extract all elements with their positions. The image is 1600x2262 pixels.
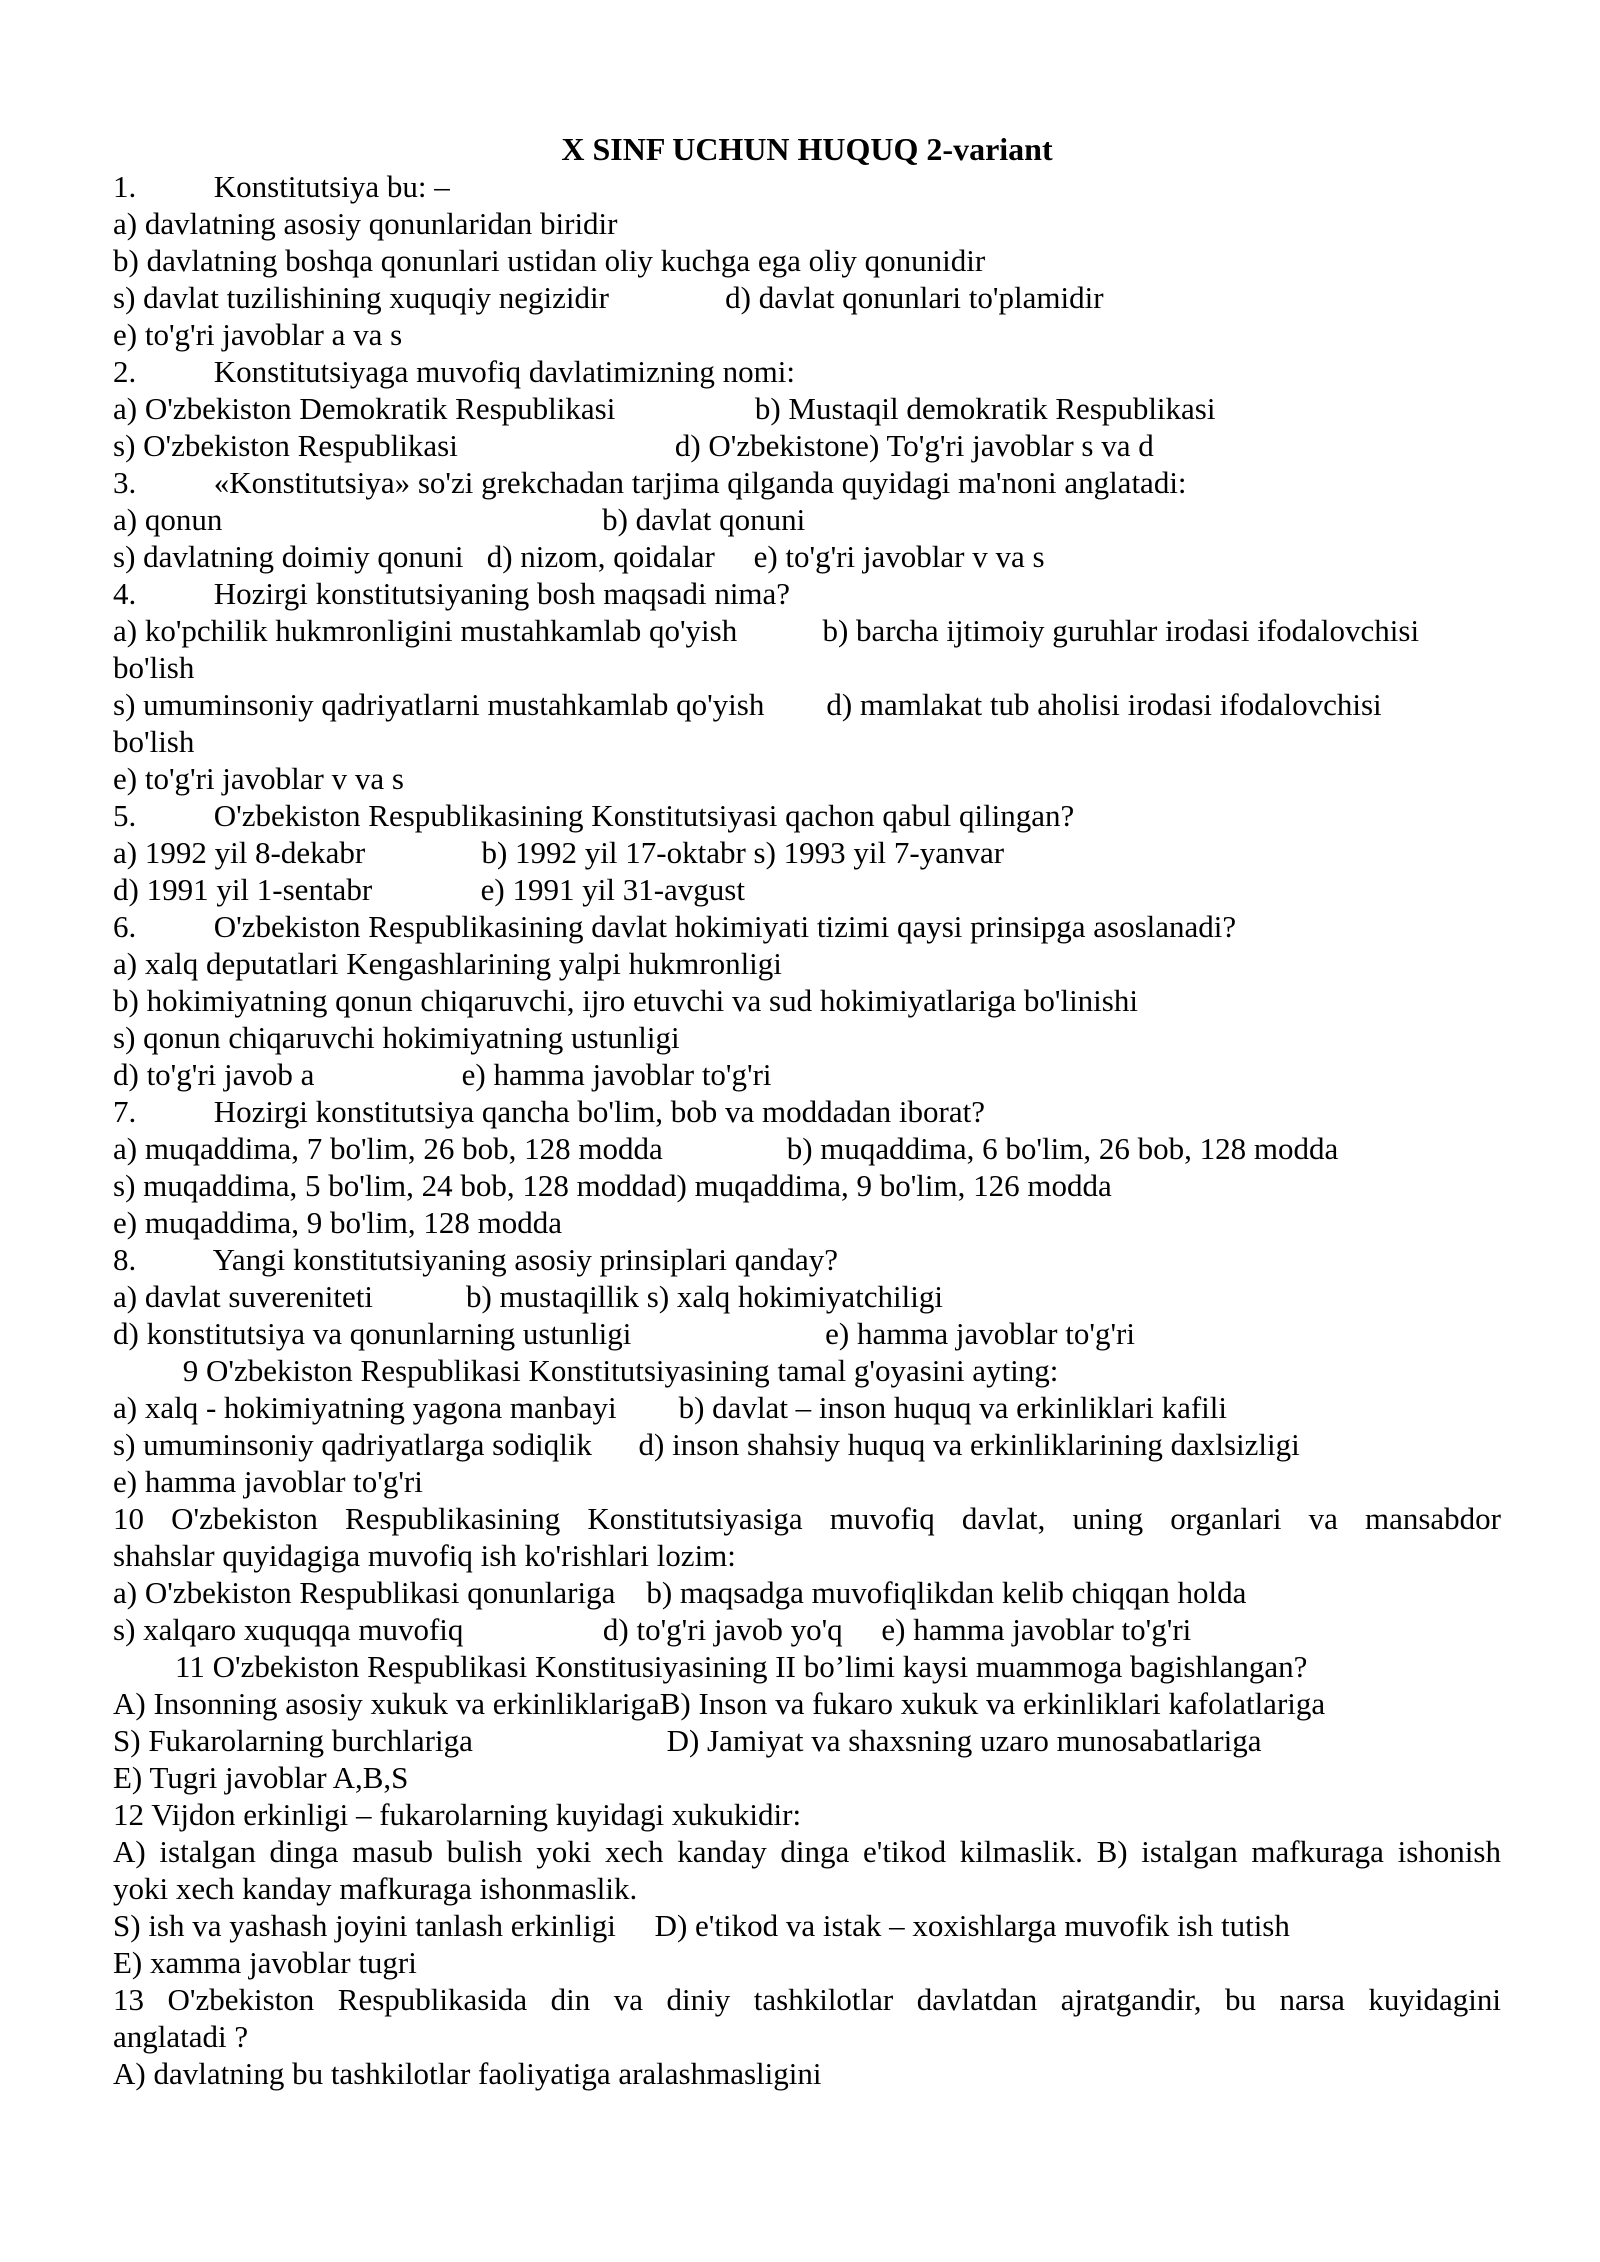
document-line: a) xalq - hokimiyatning yagona manbayi b) davlat – inson huquq va erkinliklari kafili (113, 1390, 1228, 1425)
document-line: S) ish va yashash joyini tanlash erkinligi D) e'tikod va istak – xoxishlarga muvofik ish tutish (113, 1908, 1290, 1943)
document-line: b) hokimiyatning qonun chiqaruvchi, ijro etuvchi va sud hokimiyatlariga bo'linishi (113, 983, 1138, 1018)
document-line: A) Insonning asosiy xukuk va erkinliklarigaB) Inson va fukaro xukuk va erkinliklari kafolatlariga (113, 1686, 1326, 1721)
document-line: a) muqaddima, 7 bo'lim, 26 bob, 128 modda b) muqaddima, 6 bo'lim, 26 bob, 128 modda (113, 1131, 1339, 1166)
document-line: s) davlatning doimiy qonuni d) nizom, qoidalar e) to'g'ri javoblar v va s (113, 539, 1045, 574)
document-line: a) xalq deputatlari Kengashlarining yalpi hukmronligi (113, 946, 782, 981)
document-line: s) umuminsoniy qadriyatlarni mustahkamlab qo'yish d) mamlakat tub aholisi irodasi ifodalovchisi (113, 687, 1382, 722)
document-line: a) qonun b) davlat qonuni (113, 502, 806, 537)
document-line: A) davlatning bu tashkilotlar faoliyatiga aralashmasligini (113, 2056, 822, 2091)
document-lines (113, 168, 1501, 2092)
document-line: 2. Konstitutsiyaga muvofiq davlatimizning nomi: (113, 354, 795, 389)
document-line: 7. Hozirgi konstitutsiya qancha bo'lim, bob va moddadan iborat? (113, 1094, 985, 1129)
document-line: 9 O'zbekiston Respublikasi Konstitutsiyasining tamal g'oyasini ayting: (113, 1353, 1059, 1388)
document-line: d) 1991 yil 1-sentabr e) 1991 yil 31-avgust (113, 872, 745, 907)
document-line: 1. Konstitutsiya bu: – (113, 169, 450, 204)
document-line: e) to'g'ri javoblar v va s (113, 761, 404, 796)
document-line: E) Tugri javoblar A,B,S (113, 1760, 409, 1795)
document-line: 8. Yangi konstitutsiyaning asosiy prinsiplari qanday? (113, 1242, 839, 1277)
document-line: e) muqaddima, 9 bo'lim, 128 modda (113, 1205, 562, 1240)
document-line: a) davlat suvereniteti b) mustaqillik s) xalq hokimiyatchiligi (113, 1279, 943, 1314)
document-line: e) to'g'ri javoblar a va s (113, 317, 403, 352)
document-line: a) davlatning asosiy qonunlaridan biridir (113, 206, 618, 241)
document-line: a) O'zbekiston Demokratik Respublikasi b) Mustaqil demokratik Respublikasi (113, 391, 1216, 426)
document-line: s) O'zbekiston Respublikasi d) O'zbekistone) To'g'ri javoblar s va d (113, 428, 1154, 463)
document-line: b) davlatning boshqa qonunlari ustidan oliy kuchga ega oliy qonunidir (113, 243, 986, 278)
document-line: bo'lish (113, 650, 195, 685)
document-line: 3. «Konstitutsiya» so'zi grekchadan tarjima qilganda quyidagi ma'noni anglatadi: (113, 465, 1187, 500)
document-line: a) ko'pchilik hukmronligini mustahkamlab qo'yish b) barcha ijtimoiy guruhlar irodasi ifodalovchisi (113, 613, 1420, 648)
document-line: S) Fukarolarning burchlariga D) Jamiyat va shaxsning uzaro munosabatlariga (113, 1723, 1262, 1758)
document-line: d) konstitutsiya va qonunlarning ustunligi e) hamma javoblar to'g'ri (113, 1316, 1135, 1351)
document-line: s) muqaddima, 5 bo'lim, 24 bob, 128 moddad) muqaddima, 9 bo'lim, 126 modda (113, 1168, 1112, 1203)
document-line: d) to'g'ri javob a e) hamma javoblar to'g'ri (113, 1057, 772, 1092)
document-line: a) 1992 yil 8-dekabr b) 1992 yil 17-oktabr s) 1993 yil 7-yanvar (113, 835, 1005, 870)
document-line: 13 O'zbekiston Respublikasida din va diniy tashkilotlar davlatdan ajratgandir, bu narsa kuyidagini (113, 1982, 1501, 2017)
document-line: 6. O'zbekiston Respublikasining davlat hokimiyati tizimi qaysi prinsipga asoslanadi? (113, 909, 1237, 944)
document-line: bo'lish (113, 724, 195, 759)
document-line: s) umuminsoniy qadriyatlarga sodiqlik d) inson shahsiy huquq va erkinliklarining daxlsizligi (113, 1427, 1300, 1462)
document-line: e) hamma javoblar to'g'ri (113, 1464, 423, 1499)
page-title: X SINF UCHUN HUQUQ 2-variant (561, 131, 1053, 167)
document-line: shahslar quyidagiga muvofiq ish ko'rishlari lozim: (113, 1538, 736, 1573)
document-line: 12 Vijdon erkinligi – fukarolarning kuyidagi xukukidir: (113, 1797, 802, 1832)
document-line: a) O'zbekiston Respublikasi qonunlariga b) maqsadga muvofiqlikdan kelib chiqqan holda (113, 1575, 1247, 1610)
document-line: s) davlat tuzilishining xuquqiy negizidir d) davlat qonunlari to'plamidir (113, 280, 1104, 315)
document-line: 5. O'zbekiston Respublikasining Konstitutsiyasi qachon qabul qilingan? (113, 798, 1075, 833)
document-line: A) istalgan dinga masub bulish yoki xech kanday dinga e'tikod kilmaslik. B) istalgan mafkuraga ishonish (113, 1834, 1501, 1869)
document-line: s) xalqaro xuquqqa muvofiq d) to'g'ri javob yo'q e) hamma javoblar to'g'ri (113, 1612, 1192, 1647)
document-line: s) qonun chiqaruvchi hokimiyatning ustunligi (113, 1020, 680, 1055)
document-line: anglatadi ? (113, 2019, 249, 2054)
document-line: 11 O'zbekiston Respublikasi Konstitusiyasining II bo’limi kaysi muammoga bagishlangan? (113, 1649, 1308, 1684)
document-line: 10 O'zbekiston Respublikasining Konstitutsiyasiga muvofiq davlat, uning organlari va mansabdor (113, 1501, 1501, 1536)
document-line: 4. Hozirgi konstitutsiyaning bosh maqsadi nima? (113, 576, 791, 611)
document-line: yoki xech kanday mafkuraga ishonmaslik. (113, 1871, 638, 1906)
document-line: E) xamma javoblar tugri (113, 1945, 417, 1980)
